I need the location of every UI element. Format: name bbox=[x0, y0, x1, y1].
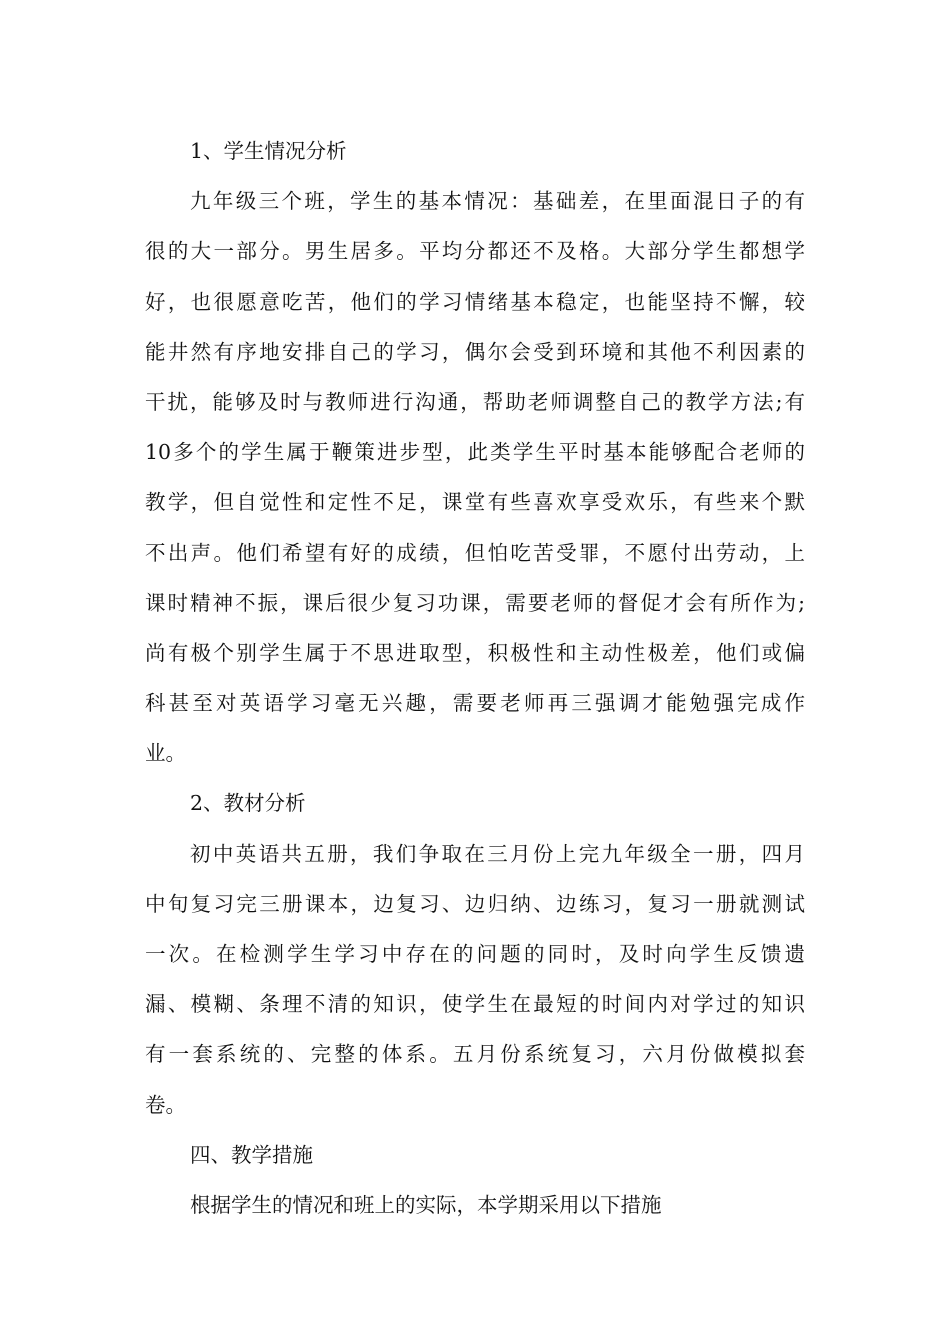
paragraph-line: 不出声。他们希望有好的成绩，但怕吃苦受罪，不愿付出劳动，上 bbox=[145, 540, 805, 565]
paragraph-line: 很的大一部分。男生居多。平均分都还不及格。大部分学生都想学 bbox=[145, 239, 805, 264]
document-body bbox=[145, 126, 805, 1230]
paragraph-line: 业。 bbox=[145, 741, 186, 766]
paragraph-line: 教学，但自觉性和定性不足，课堂有些喜欢享受欢乐，有些来个默 bbox=[145, 490, 805, 515]
paragraph-line: 10多个的学生属于鞭策进步型，此类学生平时基本能够配合老师的 bbox=[145, 440, 805, 465]
section-heading-teaching-measures: 四、教学措施 bbox=[190, 1142, 313, 1167]
paragraph-line: 九年级三个班，学生的基本情况：基础差，在里面混日子的有 bbox=[190, 189, 805, 214]
paragraph-line: 卷。 bbox=[145, 1092, 186, 1117]
paragraph-line: 能井然有序地安排自己的学习，偶尔会受到环境和其他不利因素的 bbox=[145, 339, 805, 364]
section-heading-student-analysis: 1、学生情况分析 bbox=[190, 139, 347, 163]
paragraph-line: 好，也很愿意吃苦，他们的学习情绪基本稳定，也能坚持不懈，较 bbox=[145, 289, 805, 314]
paragraph-line: 干扰，能够及时与教师进行沟通，帮助老师调整自己的教学方法;有 bbox=[145, 389, 805, 414]
paragraph-line: 漏、模糊、条理不清的知识，使学生在最短的时间内对学过的知识 bbox=[145, 992, 805, 1017]
paragraph-line: 尚有极个别学生属于不思进取型，积极性和主动性极差，他们或偏 bbox=[145, 640, 805, 665]
paragraph-line: 初中英语共五册，我们争取在三月份上完九年级全一册，四月 bbox=[190, 841, 805, 866]
paragraph-line: 中旬复习完三册课本，边复习、边归纳、边练习，复习一册就测试 bbox=[145, 891, 805, 916]
paragraph-line: 有一套系统的、完整的体系。五月份系统复习，六月份做模拟套 bbox=[145, 1042, 805, 1067]
section-heading-textbook-analysis: 2、教材分析 bbox=[190, 791, 306, 816]
paragraph-line: 科甚至对英语学习毫无兴趣，需要老师再三强调才能勉强完成作 bbox=[145, 691, 805, 716]
paragraph-line: 根据学生的情况和班上的实际，本学期采用以下措施 bbox=[190, 1192, 662, 1217]
paragraph-line: 课时精神不振，课后很少复习功课，需要老师的督促才会有所作为; bbox=[145, 590, 805, 615]
paragraph-line: 一次。在检测学生学习中存在的问题的同时，及时向学生反馈遗 bbox=[145, 942, 805, 966]
